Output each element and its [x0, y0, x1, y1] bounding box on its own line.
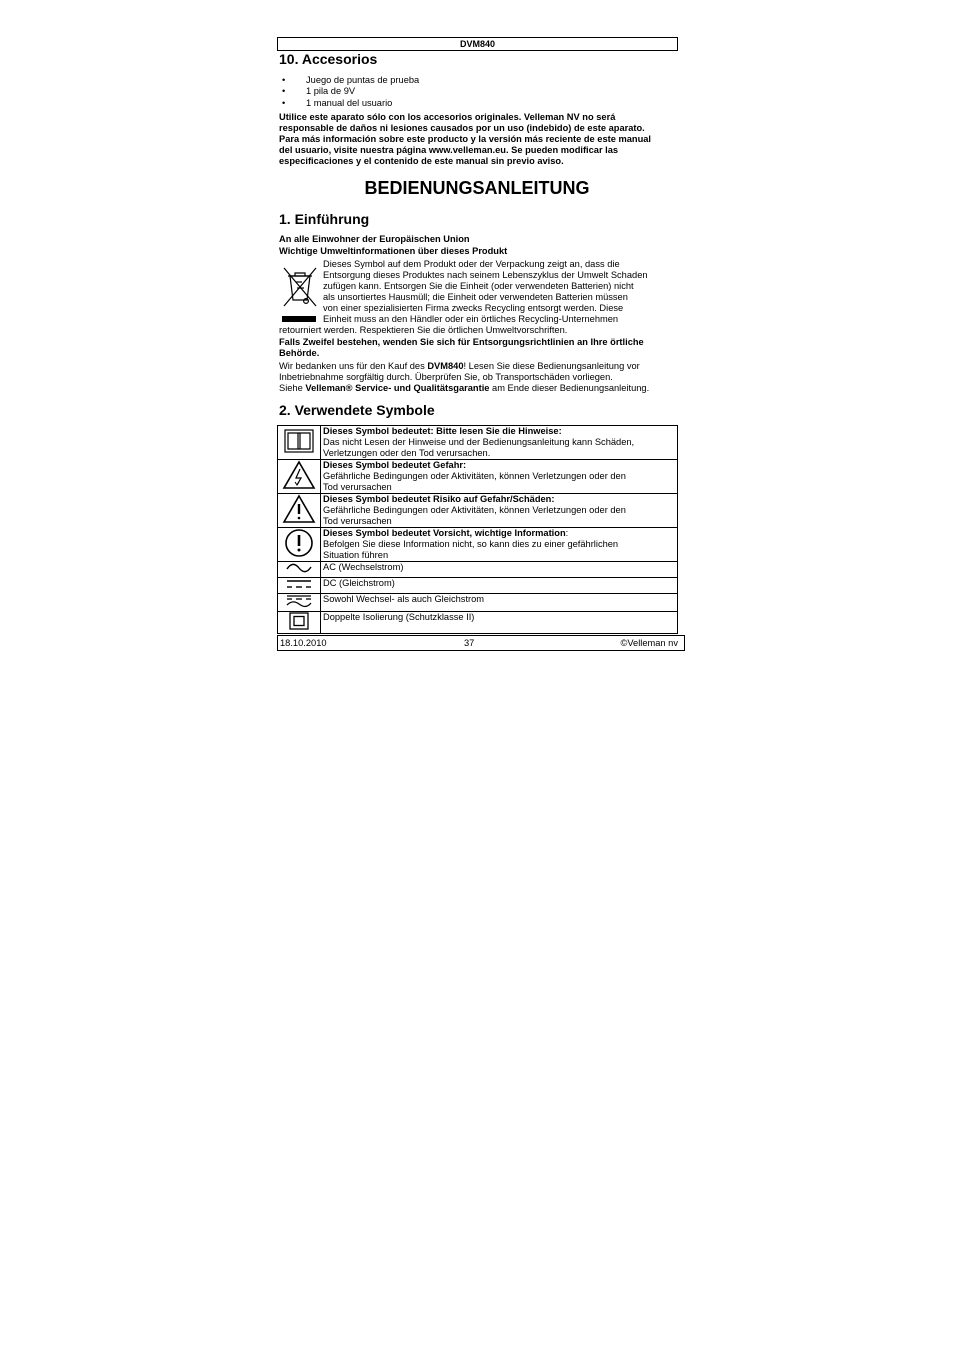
thanks-part: Wir bedanken uns für den Kauf des: [279, 361, 428, 371]
doubt-line: Falls Zweifel bestehen, wenden Sie sich für Entsorgungsrichtlinien an Ihre örtliche: [279, 337, 644, 347]
thanks-line: [279, 361, 689, 372]
symbol-line: Gefährliche Bedingungen oder Aktivitäten, können Verletzungen oder den: [323, 505, 626, 515]
thanks-part: ! Lesen Sie diese Bedienungsanleitung vor: [463, 361, 640, 371]
weee-bin-icon: [280, 262, 320, 312]
electric-hazard-icon: [278, 460, 321, 494]
section-title-accesorios: 10. Accesorios: [279, 51, 378, 67]
symbol-description: [321, 460, 678, 494]
footer-page-number: 37: [464, 638, 475, 648]
thanks-text: [279, 361, 689, 394]
thanks-model: DVM840: [427, 361, 464, 371]
table-row: [278, 460, 678, 494]
symbol-line: Tod verursachen: [323, 482, 392, 492]
weee-line: Dieses Symbol auf dem Produkt oder der Verpackung zeigt an, dass die: [323, 259, 620, 269]
symbol-head: Dieses Symbol bedeutet: Bitte lesen Sie die Hinweise:: [323, 426, 562, 436]
weee-text: [323, 259, 683, 325]
footer-copyright: ©Velleman nv: [620, 638, 678, 648]
double-insulation-icon: [278, 612, 321, 634]
bullet-icon: •: [282, 75, 286, 85]
list-item-text: Juego de puntas de prueba: [306, 75, 420, 85]
thanks-line: Inbetriebnahme sorgfältig durch. Überprüfen Sie, ob Transportschäden vorliegen.: [279, 372, 613, 382]
symbol-description: [321, 578, 678, 594]
symbol-head-suffix: :: [565, 528, 569, 538]
table-row: [278, 578, 678, 594]
weee-text-last: retourniert werden. Respektieren Sie die örtlichen Umweltvorschriften.: [279, 325, 568, 335]
symbol-line: Gefährliche Bedingungen oder Aktivitäten, können Verletzungen oder den: [323, 471, 626, 481]
weee-line: Einheit muss an den Händler oder ein örtliches Recycling-Unternehmen: [323, 314, 619, 324]
caution-icon: [278, 528, 321, 562]
list-item-text: 1 manual del usuario: [306, 98, 393, 108]
section-title-symbole: 2. Verwendete Symbole: [279, 402, 435, 418]
dc-icon: [278, 578, 321, 594]
symbol-description: [321, 426, 678, 460]
ac-dc-icon: [278, 594, 321, 612]
weee-line: Entsorgung dieses Produktes nach seinem Lebenszyklus der Umwelt Schaden: [323, 270, 648, 280]
see-line: [279, 383, 689, 394]
doubt-text: [279, 337, 679, 359]
symbols-table: [277, 425, 678, 634]
weee-bar: [282, 316, 316, 322]
table-row: [278, 612, 678, 634]
list-item: [282, 86, 582, 98]
symbol-line: Verletzungen oder den Tod verursachen.: [323, 448, 491, 458]
see-guarantee: Velleman® Service- und Qualitätsgarantie: [305, 383, 490, 393]
read-manual-icon: [278, 426, 321, 460]
table-row: [278, 562, 678, 578]
symbol-description: [321, 562, 678, 578]
weee-line: zufügen kann. Entsorgen Sie die Einheit (oder verwendeten Batterien) nicht: [323, 281, 634, 291]
list-item: [282, 98, 582, 110]
table-row: [278, 594, 678, 612]
weee-line: als unsortiertes Hausmüll; die Einheit oder verwendeten Batterien müssen: [323, 292, 628, 302]
ac-icon: [278, 562, 321, 578]
symbol-description: [321, 594, 678, 612]
symbol-line: Befolgen Sie diese Information nicht, so kann dies zu einer gefährlichen: [323, 539, 619, 549]
main-title: BEDIENUNGSANLEITUNG: [364, 178, 590, 198]
symbol-line: Tod verursachen: [323, 516, 392, 526]
weee-line: von einer spezialisierten Firma zwecks Recycling entsorgt werden. Diese: [323, 303, 624, 313]
bullet-icon: •: [282, 98, 286, 108]
symbol-head: Dieses Symbol bedeutet Gefahr:: [323, 460, 467, 470]
symbol-description: [321, 612, 678, 634]
symbol-text: AC (Wechselstrom): [323, 562, 404, 572]
symbol-description: [321, 494, 678, 528]
intro-subtitle-eu: An alle Einwohner der Europäischen Union: [279, 234, 470, 244]
table-row: [278, 528, 678, 562]
table-row: [278, 426, 678, 460]
symbol-description: [321, 528, 678, 562]
symbol-text: Sowohl Wechsel- als auch Gleichstrom: [323, 594, 485, 604]
warning-icon: [278, 494, 321, 528]
section-title-einfuehrung: 1. Einführung: [279, 211, 370, 227]
symbol-head: Dieses Symbol bedeutet Risiko auf Gefahr/Schäden:: [323, 494, 555, 504]
symbol-text: Doppelte Isolierung (Schutzklasse II): [323, 612, 475, 622]
intro-subtitle-env: Wichtige Umweltinformationen über dieses Produkt: [279, 246, 508, 256]
see-part: am Ende dieser Bedienungsanleitung.: [489, 383, 650, 393]
symbol-head-line: [323, 528, 675, 539]
symbol-line: Das nicht Lesen der Hinweise und der Bedienungsanleitung kann Schäden,: [323, 437, 635, 447]
accessories-note: [279, 112, 679, 167]
see-part: Siehe: [279, 383, 306, 393]
page-header: DVM840: [277, 37, 678, 51]
symbol-line: Situation führen: [323, 550, 389, 560]
table-row: [278, 494, 678, 528]
page-footer: [277, 635, 685, 651]
symbol-head: Dieses Symbol bedeutet Vorsicht, wichtige Information: [323, 528, 566, 538]
note-line: especificaciones y el contenido de este manual sin previo aviso.: [279, 156, 564, 166]
note-line: Para más información sobre este producto y la versión más reciente de este manual: [279, 134, 652, 144]
bullet-icon: •: [282, 86, 286, 96]
footer-date: 18.10.2010: [280, 638, 327, 648]
list-item-text: 1 pila de 9V: [306, 86, 356, 96]
note-line: responsable de daños ni lesiones causados por un uso (indebido) de este aparato.: [279, 123, 645, 133]
doubt-line: Behörde.: [279, 348, 320, 358]
note-line: del usuario, visite nuestra página www.velleman.eu. Se pueden modificar las: [279, 145, 619, 155]
note-line: Utilice este aparato sólo con los accesorios originales. Velleman NV no será: [279, 112, 616, 122]
symbol-text: DC (Gleichstrom): [323, 578, 395, 588]
